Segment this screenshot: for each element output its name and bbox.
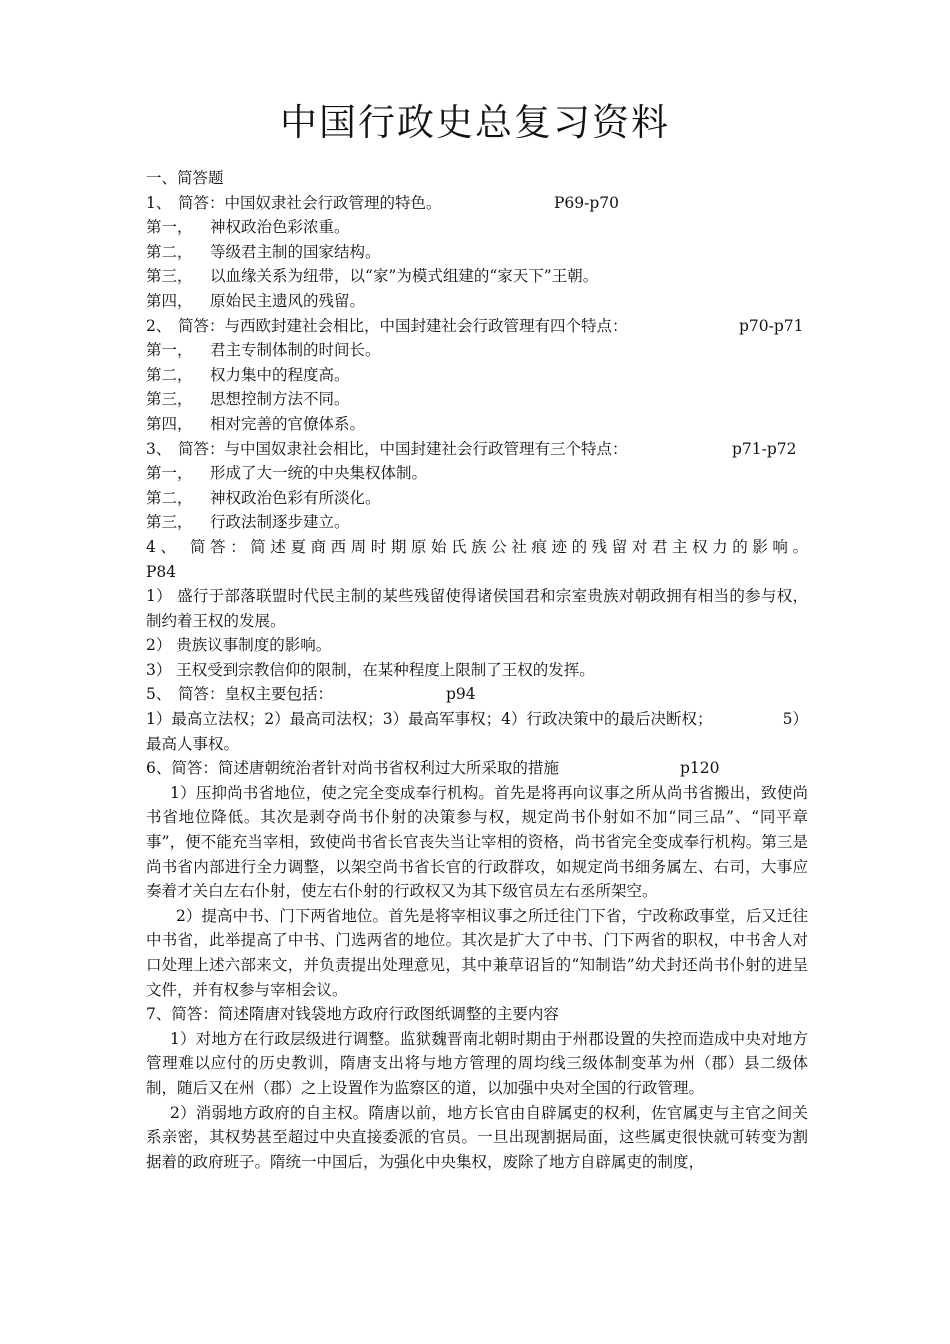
item-text: 原始民主遗风的残留。 <box>210 291 366 310</box>
item-label: 第二， <box>146 242 193 261</box>
answer-line <box>146 707 808 732</box>
item-text: 思想控制方法不同。 <box>210 390 350 409</box>
page-reference: P84 <box>146 562 177 581</box>
question-number: 3、 <box>146 439 172 458</box>
answer-paragraph: 2）提高中书、门下两省地位。首先是将宰相议事之所迁往门下省，宁改称政事堂，后又迁往中书省，此举提高了中书、门选两省的地位。其次是扩大了中书、门下两省的职权，中书舍人对口处理上述六部来文，并负责提出处理意见，其中兼草诏旨的“知制诰”幼犬封还尚书仆射的进呈文件，并有权参与宰相会议。 <box>146 906 808 999</box>
answer-item <box>146 338 808 363</box>
item-label: 第二， <box>146 488 193 507</box>
answer-paragraph: 1） 盛行于部落联盟时代民主制的某些残留使得诸侯国君和宗室贵族对朝政拥有相当的参与权，制约着王权的发展。 <box>146 587 808 630</box>
question-text: 简答：皇权主要包括： <box>178 685 334 704</box>
item-label: 第二， <box>146 365 193 384</box>
item-text: 形成了大一统的中央集权体制。 <box>210 464 428 483</box>
item-label: 第三， <box>146 390 193 409</box>
item-label: 第三， <box>146 513 193 532</box>
question-text: 简答：与中国奴隶社会相比，中国封建社会行政管理有三个特点： <box>178 439 628 458</box>
question-number: 2、 <box>146 316 172 335</box>
answer-paragraph: 2）消弱地方政府的自主权。隋唐以前，地方长官由自辟属吏的权利，佐官属吏与主官之间关系亲密，其权势甚至超过中央直接委派的官员。一旦出现割据局面，这些属吏很快就可转变为割据着的政府班子。隋统一中国后，为强化中央集权，废除了地方自辟属吏的制度， <box>146 1103 808 1171</box>
item-text: 相对完善的官僚体系。 <box>210 414 366 433</box>
answer-line: 最高人事权。 <box>146 734 240 753</box>
item-text: 以血缘关系为纽带，以“家”为模式组建的“家天下”王朝。 <box>210 267 599 286</box>
item-label: 第一， <box>146 341 193 360</box>
question-text: 简答：中国奴隶社会行政管理的特色。 <box>178 193 442 212</box>
question-6 <box>146 756 808 781</box>
item-label: 第一， <box>146 464 193 483</box>
answer-item: 3） 王权受到宗教信仰的限制，在某种程度上限制了王权的发挥。 <box>146 660 595 679</box>
item-text: 行政法制逐步建立。 <box>210 513 350 532</box>
question-4: 4、 简答：简述夏商西周时期原始氏族公社痕迹的残留对君主权力的影响。 <box>146 537 808 556</box>
item-label: 第四， <box>146 414 193 433</box>
item-text: 等级君主制的国家结构。 <box>210 242 381 261</box>
answer-item <box>146 412 808 437</box>
item-label: 第三， <box>146 267 193 286</box>
answer-paragraph: 1）压抑尚书省地位，使之完全变成奉行机构。首先是将再向议事之所从尚书省搬出，致使尚书省地位降低。其次是剥夺尚书仆射的决策参与权，规定尚书仆射如不加“同三品”、“同平章事”，便不能充当宰相，致使尚书省长官丧失当让宰相的资格，尚书省完全变成奉行机构。第三是尚书省内部进行全力调整，以架空尚书省长官的行政群攻，如规定尚书细务属左、右司，大事应奏着才关白左右仆射，使左右仆射的行政权又为其下级官员左右丞所架空。 <box>146 783 808 901</box>
document-title: 中国行政史总复习资料 <box>280 101 670 144</box>
document-body <box>146 166 808 1174</box>
item-text: 权力集中的程度高。 <box>210 365 350 384</box>
question-2 <box>146 314 808 339</box>
item-label: 第四， <box>146 291 193 310</box>
question-7: 7、简答：简述隋唐对钱袋地方政府行政图纸调整的主要内容 <box>146 1005 559 1024</box>
question-3 <box>146 437 808 462</box>
answer-text: 1）最高立法权；2）最高司法权；3）最高军事权；4）行政决策中的最后决断权； <box>146 710 713 729</box>
page-reference: P69-p70 <box>554 193 620 212</box>
answer-text: 5） <box>782 710 808 729</box>
question-1 <box>146 191 808 216</box>
item-text: 君主专制体制的时间长。 <box>210 341 381 360</box>
item-label: 第一， <box>146 218 193 237</box>
page-reference: p70-p71 <box>739 316 804 335</box>
answer-item <box>146 461 808 486</box>
section-heading: 一、简答题 <box>146 169 224 187</box>
answer-item <box>146 387 808 412</box>
answer-item <box>146 264 808 289</box>
question-5 <box>146 682 808 707</box>
answer-paragraph: 1）对地方在行政层级进行调整。监狱魏晋南北朝时期由于州郡设置的失控而造成中央对地方管理难以应付的历史教训，隋唐支出将与地方管理的周均线三级体制变革为州（郡）县二级体制，随后又在州（郡）之上设置作为监察区的道，以加强中央对全国的行政管理。 <box>146 1029 808 1097</box>
page-reference: p71-p72 <box>732 439 797 458</box>
answer-item <box>146 240 808 265</box>
question-text: 6、简答：简述唐朝统治者针对尚书省权利过大所采取的措施 <box>146 759 559 778</box>
answer-item <box>146 289 808 314</box>
answer-item <box>146 486 808 511</box>
question-number: 1、 <box>146 193 172 212</box>
item-text: 神权政治色彩有所淡化。 <box>210 488 381 507</box>
answer-item <box>146 215 808 240</box>
answer-item <box>146 363 808 388</box>
item-text: 神权政治色彩浓重。 <box>210 218 350 237</box>
page-reference: p120 <box>680 759 720 778</box>
answer-item <box>146 510 808 535</box>
question-text: 简答：与西欧封建社会相比，中国封建社会行政管理有四个特点： <box>178 316 628 335</box>
answer-item: 2） 贵族议事制度的影响。 <box>146 636 332 655</box>
page-reference: p94 <box>446 685 476 704</box>
question-number: 5、 <box>146 685 172 704</box>
